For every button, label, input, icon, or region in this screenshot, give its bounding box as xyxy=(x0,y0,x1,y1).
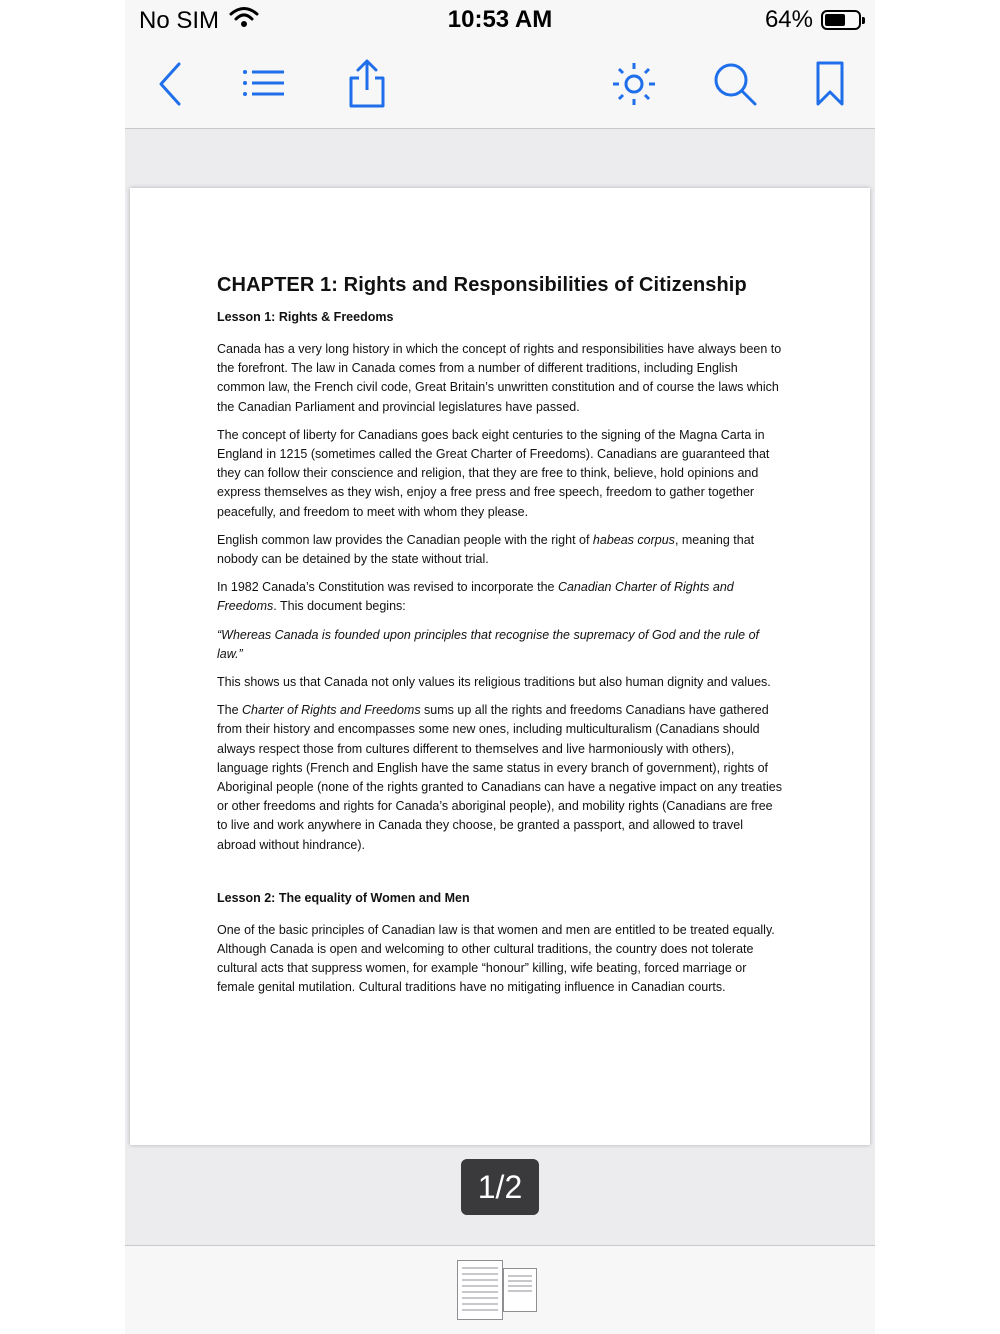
bookmark-icon xyxy=(812,60,848,108)
battery-percent: 64% xyxy=(764,6,813,33)
paragraph-6: The Charter of Rights and Freedoms sums up all the rights and freedoms Canadians have gathered from their history and encompasses some new ones, including multiculturalism (Canadians should always respect those from cultures different to themselves and live harmoniously with others), language rights (French and English have the same status in every branch of government), rights of Aboriginal people (none of the rights granted to Canadians can have a negative impact on any treaties or other freedoms and rights for Canada’s aboriginal people), and mobility rights (Canadians are free to live and work anywhere in Canada they choose, be granted a passport, and allowed to travel abroad without hindrance). xyxy=(217,703,782,852)
status-bar xyxy=(125,0,875,40)
sun-icon xyxy=(610,60,658,108)
clock: 10:53 AM xyxy=(447,6,553,33)
page-indicator: 1/2 xyxy=(461,1159,539,1215)
page-content xyxy=(217,274,785,1007)
chevron-left-icon xyxy=(151,58,191,110)
carrier-label: No SIM xyxy=(139,6,220,34)
paragraph-4: In 1982 Canada’s Constitution was revised to incorporate the Canadian Charter of Rights and Freedoms. This document begins: xyxy=(217,580,734,614)
lesson-2-title: Lesson 2: The equality of Women and Men xyxy=(217,890,470,905)
paragraph-1: Canada has a very long history in which the concept of rights and responsibilities have always been to the forefront. The law in Canada comes from a number of different traditions, including English common law, the French civil code, Great Britain’s unwritten constitution and of course the laws which the Canadian Parliament and provincial legislatures have passed. xyxy=(217,342,782,414)
pdf-reader-screen xyxy=(125,0,875,1334)
lesson-1-title: Lesson 1: Rights & Freedoms xyxy=(217,310,394,324)
brightness-button[interactable] xyxy=(608,58,660,110)
charter-quote: “Whereas Canada is founded upon principles that recognise the supremacy of God and the rule of law.” xyxy=(217,627,759,661)
page-thumbnail-2[interactable] xyxy=(503,1268,537,1312)
paragraph-3: English common law provides the Canadian people with the right of habeas corpus, meaning that nobody can be detained by the state without trial. xyxy=(217,532,755,567)
paragraph-5: This shows us that Canada not only values its religious traditions but also human dignity and values. xyxy=(217,675,771,690)
thumbnail-strip xyxy=(125,1245,875,1334)
paragraph-7: One of the basic principles of Canadian law is that women and men are entitled to be treated equally. Although Canada is open and welcoming to other cultural traditions, the country does not tolerate cultural acts that suppress women, for example “honour” killing, wife beating, forced marriage or female genital mutilation. Cultural traditions have no mitigating influence in Canadian courts. xyxy=(217,922,775,995)
paragraph-2: The concept of liberty for Canadians goes back eight centuries to the signing of the Magna Carta in England in 1215 (sometimes called the Great Charter of Freedoms). Canadians are guaranteed that they can follow their conscience and religion, that they are free to think, believe, hold opinions and express themselves as they wish, enjoy a free press and free speech, freedom to gather together peacefully, and freedom to meet with whom they please. xyxy=(217,427,770,519)
document-viewer[interactable] xyxy=(125,129,875,1245)
chapter-title: CHAPTER 1: Rights and Responsibilities of Citizenship xyxy=(217,274,747,296)
list-icon xyxy=(240,64,288,104)
search-button[interactable] xyxy=(709,58,761,110)
battery-level-fill xyxy=(825,14,845,26)
table-of-contents-button[interactable] xyxy=(238,58,290,110)
page-thumbnail-1[interactable] xyxy=(457,1260,503,1320)
share-button[interactable] xyxy=(341,58,393,110)
reader-toolbar xyxy=(125,40,875,129)
magnifier-icon xyxy=(711,60,759,108)
back-button[interactable] xyxy=(145,58,197,110)
document-page[interactable] xyxy=(130,188,870,1145)
bookmark-button[interactable] xyxy=(804,58,856,110)
share-icon xyxy=(345,58,389,110)
battery-icon xyxy=(821,10,861,30)
